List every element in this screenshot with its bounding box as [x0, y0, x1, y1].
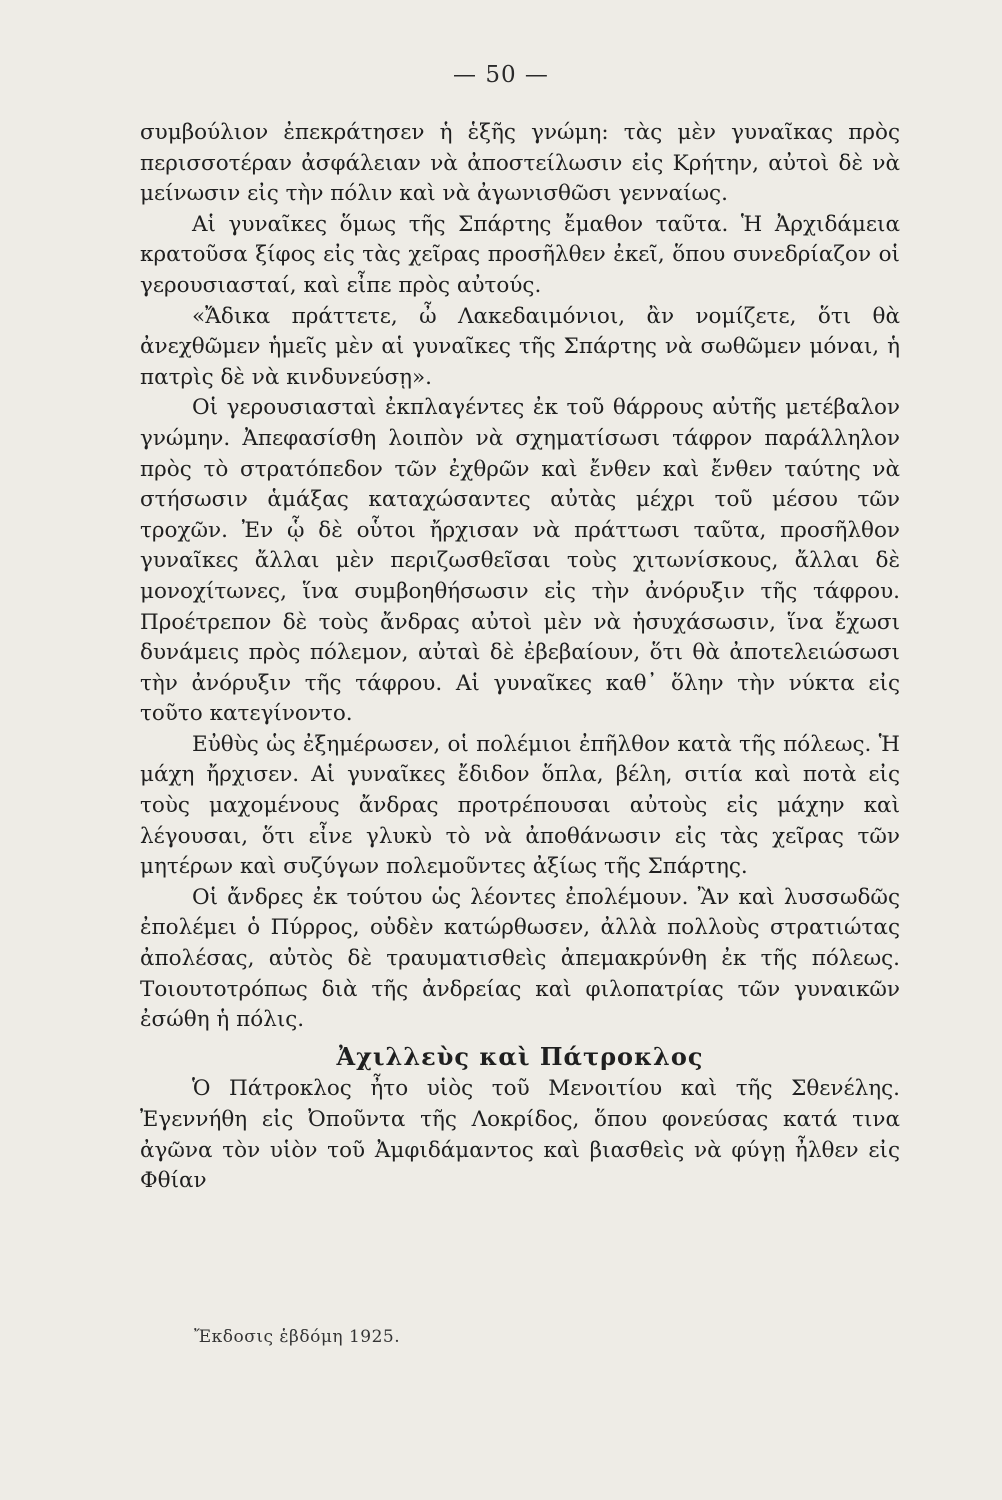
paragraph-1: συμβούλιον ἐπεκράτησεν ἡ ἑξῆς γνώμη: τὰς μὲν γυναῖκας πρὸς περισσοτέραν ἀσφάλειαν νὰ ἀποστείλωσιν εἰς Κρήτην, αὐτοὶ δὲ νὰ μείνωσιν εἰς τὴν πόλιν καὶ νὰ ἀγωνισθῶσι γενναίως. [140, 120, 900, 207]
section-paragraph: Ὁ Πάτροκλος ἦτο υἱὸς τοῦ Μενοιτίου καὶ τῆς Σθενέλης. Ἐγεννήθη εἰς Ὀποῦντα τῆς Λοκρίδος, ὅπου φονεύσας κατά τινα ἀγῶνα τὸν υἱὸν τοῦ Ἀμφιδάμαντος καὶ βιασθεὶς νὰ φύγῃ ἦλθεν εἰς Φθίαν [140, 1076, 900, 1194]
paragraph-2: Αἱ γυναῖκες ὅμως τῆς Σπάρτης ἔμαθον ταῦτα. Ἡ Ἀρχιδάμεια κρατοῦσα ξίφος εἰς τὰς χεῖρας προσῆλθεν ἐκεῖ, ὅπου συνεδρίαζον οἱ γερουσιασταί, καὶ εἶπε πρὸς αὐτούς. [140, 211, 900, 298]
paragraph-5: Εὐθὺς ὡς ἐξημέρωσεν, οἱ πολέμιοι ἐπῆλθον κατὰ τῆς πόλεως. Ἡ μάχη ἤρχισεν. Αἱ γυναῖκες ἔδιδον ὅπλα, βέλη, σιτία καὶ ποτὰ εἰς τοὺς μαχομένους ἄνδρας προτρέπουσαι αὐτοὺς εἰς μάχην καὶ λέγουσαι, ὅτι εἶνε γλυκὺ τὸ νὰ ἀποθάνωσιν εἰς τὰς χεῖρας τῶν μητέρων καὶ συζύγων πολεμοῦντες ἀξίως τῆς Σπάρτης. [140, 731, 900, 880]
paragraph-3: «Ἄδικα πράττετε, ὦ Λακεδαιμόνιοι, ἂν νομίζετε, ὅτι θὰ ἀνεχθῶμεν ἡμεῖς μὲν αἱ γυναῖκες τῆς Σπάρτης νὰ σωθῶμεν μόναι, ἡ πατρὶς δὲ νὰ κινδυνεύσῃ». [140, 303, 900, 390]
body-text [140, 118, 900, 1197]
page-number: — 50 — [453, 62, 549, 88]
paragraph-4: Οἱ γερουσιασταὶ ἐκπλαγέντες ἐκ τοῦ θάρρους αὐτῆς μετέβαλον γνώμην. Ἀπεφασίσθη λοιπὸν νὰ σχηματίσωσι τάφρον παράλληλον πρὸς τὸ στρατόπεδον τῶν ἐχθρῶν καὶ ἔνθεν καὶ ἔνθεν ταύτης νὰ στήσωσιν ἁμάξας καταχώσαντες αὐτὰς μέχρι τοῦ μέσου τῶν τροχῶν. Ἐν ᾧ δὲ οὗτοι ἤρχισαν νὰ πράττωσι ταῦτα, προσῆλθον γυναῖκες ἄλλαι μὲν περιζωσθεῖσαι τοὺς χιτωνίσκους, ἄλλαι δὲ μονοχίτωνες, ἵνα συμβοηθήσωσιν εἰς τὴν ἀνόρυξιν τῆς τάφρου. Προέτρεπον δὲ τοὺς ἄνδρας αὐτοὶ μὲν νὰ ἡσυχάσωσιν, ἵνα ἔχωσι δυνάμεις πρὸς πόλεμον, αὐταὶ δὲ ἐβεβαίουν, ὅτι θὰ ἀποτελειώσωσι τὴν ἀνόρυξιν τῆς τάφρου. Αἱ γυναῖκες καθ᾽ ὅλην τὴν νύκτα εἰς τοῦτο κατεγίνοντο. [140, 395, 900, 727]
section-title: Ἀχιλλεὺς καὶ Πάτροκλος [336, 1041, 704, 1071]
paragraph-6: Οἱ ἄνδρες ἐκ τούτου ὡς λέοντες ἐπολέμουν. Ἂν καὶ λυσσωδῶς ἐπολέμει ὁ Πύρρος, οὐδὲν κατώρθωσεν, ἀλλὰ πολλοὺς στρατιώτας ἀπολέσας, αὐτὸς δὲ τραυματισθεὶς ἀπεμακρύνθη ἐκ τῆς πόλεως. Τοιουτοτρόπως διὰ τῆς ἀνδρείας καὶ φιλοπατρίας τῶν γυναικῶν ἐσώθη ἡ πόλις. [140, 884, 900, 1033]
footer-note: Ἔκδοσις ἑβδόμη 1925. [194, 1327, 401, 1347]
